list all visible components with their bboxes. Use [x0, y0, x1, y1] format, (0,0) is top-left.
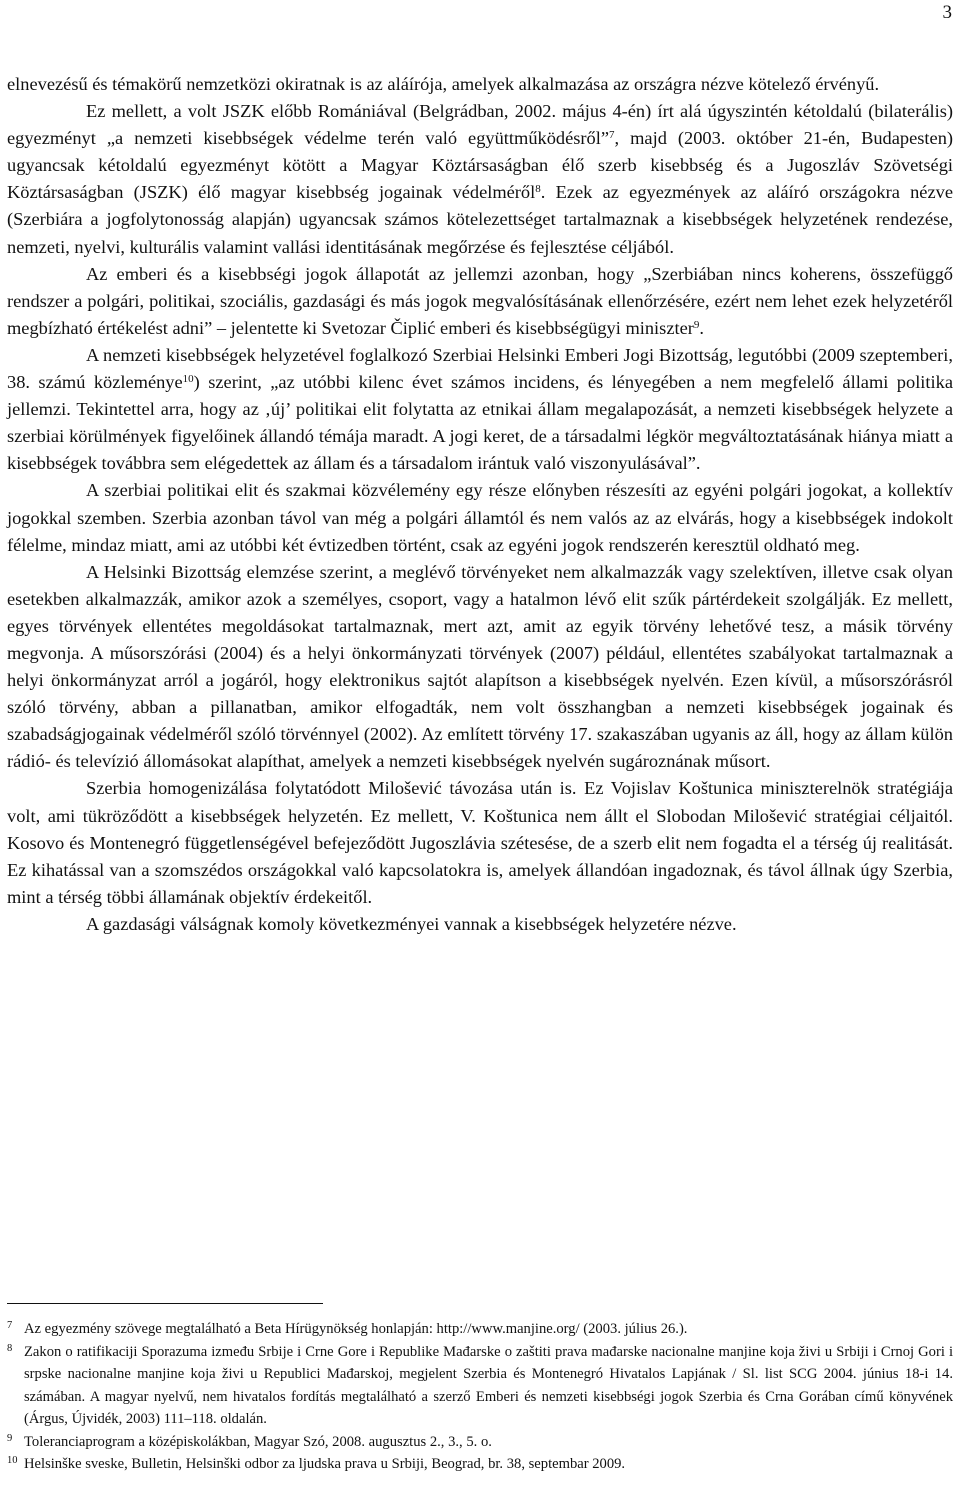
- paragraph-text: A nemzeti kisebbségek helyzetével foglalkozó Szerbiai Helsinki Emberi Jogi Bizottság, legutóbbi (2009 szeptemberi, 38. számú közleménye: [7, 344, 953, 393]
- paragraph-text: . Ezek az egyezmények az aláíró országokra nézve (Szerbiára a jogfolytonosság alapján) ugyancsak számos kötelezettséget tartalmaznak a kisebbségek helyzetének rendezése, nemzeti, nyelvi, kulturális valamint vallási identitásának megőrzése és fejlesztése céljából.: [7, 182, 953, 257]
- footnote: 8 Zakon o ratifikaciji Sporazuma između Srbije i Crne Gore i Republike Mađarske o zaštiti prava mađarske nacionalne manjine koja živi u Srbiji i Crnoj Gori i srpske nacionalne manjine koja živi u Republici Mađarskoj, megjelent Szerbia és Montenegró Hivatalos Lapjának / Sl. list SCG 2004. június 18-i 14. számában. A magyar nyelvű, nem hivatalos fordítás megtalálható a szerző Emberi és nemzeti kisebbségi jogok Szerbia és Crna Gorában című könyvének (Árgus, Újvidék, 2003) 111–118. oldalán.: [7, 1342, 953, 1427]
- footnote-reference[interactable]: 7: [609, 129, 615, 142]
- body-text: [7, 71, 953, 938]
- footnote-reference[interactable]: 8: [535, 183, 541, 196]
- footnote-separator: [7, 1303, 323, 1304]
- paragraph: [7, 98, 953, 261]
- paragraph-text: Ez mellett, a volt JSZK előbb Romániával (Belgrádban, 2002. május 4-én) írt alá úgyszintén kétoldalú (bilaterális) egyezményt „a nemzeti kisebbségek védelme terén való együttműködésről”: [7, 101, 953, 149]
- paragraph: [7, 559, 953, 776]
- footnote: 10 Helsinške sveske, Bulletin, Helsinški odbor za ljudska prava u Srbiji, Beograd, br. 38, septembar 2009.: [7, 1455, 626, 1472]
- paragraph: [7, 911, 953, 938]
- paragraph-text: A szerbiai politikai elit és szakmai közvélemény egy része előnyben részesíti az egyéni polgári jogokat, a kollektív jogokkal szemben. Szerbia azonban távol van még a polgári államtól és nem valós az az elvárás, hogy a kisebbségek indokolt félelme, mindaz miatt, ami az utóbbi két évtizedben történt, csak az egyéni jogok rendszerén keresztül oldható meg.: [7, 480, 953, 555]
- footnote-text: Zakon o ratifikaciji Sporazuma između Srbije i Crne Gore i Republike Mađarske o zaštiti prava mađarske nacionalne manjine koja živi u Srbiji i Crnoj Gori i srpske nacionalne manjine koja živi u Republici Mađarskoj, megjelent Szerbia és Montenegró Hivatalos Lapjának / Sl. list SCG 2004. június 18-i 14. számában. A magyar nyelvű, nem hivatalos fordítás megtalálható a szerző Emberi és nemzeti kisebbségi jogok Szerbia és Crna Gorában című könyvének (Árgus, Újvidék, 2003) 111–118. oldalán.: [24, 1343, 953, 1427]
- paragraph: [7, 775, 953, 910]
- footnote-text: Toleranciaprogram a középiskolákban, Magyar Szó, 2008. augusztus 2., 3., 5. o.: [24, 1433, 492, 1450]
- page-number: 3: [942, 2, 952, 23]
- footnote: 7 Az egyezmény szövege megtalálható a Beta Hírügynökség honlapján: http://www.manjine.org/ (2003. július 26.).: [7, 1320, 688, 1337]
- paragraph-text: Szerbia homogenizálása folytatódott Milošević távozása után is. Ez Vojislav Koštunica miniszterelnök stratégiája volt, ami tükröződött a kisebbségek helyzetén. Ez mellett, V. Koštunica nem állt el Slobodan Milošević stratégiai céljaitól. Kosovo és Montenegró függetlenségével befejeződött Jugoszlávia szétesése, de a szerb elit nem fogadta el a térség új realitását. Ez kihatással van a szomszédos országokkal való kapcsolatokra is, amelyek állandóan ingadoznak, és távol állnak úgy Szerbia, mint a térség többi államának objektív érdekeitől.: [7, 778, 953, 907]
- footnote-text: Az egyezmény szövege megtalálható a Beta Hírügynökség honlapján: http://www.manjine.org/ (2003. július 26.).: [24, 1321, 688, 1337]
- footnote-text: Helsinške sveske, Bulletin, Helsinški odbor za ljudska prava u Srbiji, Beograd, br. 38, septembar 2009.: [24, 1456, 626, 1472]
- footnote: 9 Toleranciaprogram a középiskolákban, Magyar Szó, 2008. augusztus 2., 3., 5. o.: [7, 1432, 492, 1450]
- footnote-reference[interactable]: 9: [693, 318, 700, 331]
- paragraph-text: A Helsinki Bizottság elemzése szerint, a meglévő törvényeket nem alkalmazzák vagy szelektíven, illetve csak olyan esetekben alkalmazzák, amikor azok a személyes, csoport, vagy a hatalmon lévő elit szűk pártérdekeit szolgálják. Ez mellett, egyes törvények ellentétes megoldásokat tartalmaznak, mert azt, amit az egyik törvény lehetővé tesz, a másik törvény megvonja. A műsorszórási (2004) és a helyi önkormányzati törvények (2007) például, ellentétes szabályokat tartalmaznak a helyi önkormányzat arról a jogáról, hogy elektronikus sajtót alapítson a kisebbségek nyelvén. Ezen kívül, a műsorszórásról szóló törvény, abban a pillanatban, amikor elfogadták, nem volt összhangban a nemzeti kisebbségek jogainak és szabadságjogainak védelméről szóló törvénnyel (2002). Az említett törvény 17. szakaszában ugyanis az áll, hogy az állam külön rádió- és televízió állomásokat alapíthat, amelyek a nemzeti kisebbségek nyelvén sugároznának műsort.: [7, 561, 953, 772]
- paragraph-text: ) szerint, „az utóbbi kilenc évet számos incidens, és lényegében a nem megfelelő állami politika jellemzi. Tekintettel arra, hogy az ‚új’ politikai elit folytatta az etnikai állam megalapozását, a nemzeti kisebbségek helyzete a szerbiai körülmények figyelőinek állandó témája maradt. A jogi keret, de a társadalmi légkör megváltoztatásának hiánya miatt a kisebbségek továbbra sem elégedettek az állam és a társadalom irántuk való viszonyulásával”.: [7, 372, 953, 474]
- paragraph-text: , majd (2003. október 21-én, Budapesten) ugyancsak kétoldalú egyezményt kötött a Magyar Köztársaságban élő szerb kisebbség és a Jugoszláv Szövetségi Köztársaságban (JSZK) élő magyar kisebbség jogainak védelméről: [7, 128, 954, 203]
- paragraph: [7, 342, 953, 477]
- paragraph-text: .: [699, 317, 704, 338]
- footnote-reference[interactable]: 10: [182, 373, 194, 386]
- paragraph-text: A gazdasági válságnak komoly következményei vannak a kisebbségek helyzetére nézve.: [86, 913, 737, 934]
- paragraph: [7, 477, 953, 558]
- paragraph-text: elnevezésű és témakörű nemzetközi okiratnak is az aláírója, amelyek alkalmazása az országra nézve kötelező érvényű.: [7, 74, 880, 94]
- paragraph: [7, 261, 953, 342]
- footnotes: [7, 1318, 953, 1476]
- paragraph-text: Az emberi és a kisebbségi jogok állapotát az jellemzi azonban, hogy „Szerbiában nincs koherens, összefüggő rendszer a polgári, politikai, szociális, gazdasági és más jogok megvalósításának ellenőrzésére, ezért nem lehet ezek helyzetéről megbízható értékelést adni” – jelentette ki Svetozar Čiplić emberi és kisebbségügyi miniszter: [7, 263, 953, 338]
- paragraph: [7, 71, 953, 98]
